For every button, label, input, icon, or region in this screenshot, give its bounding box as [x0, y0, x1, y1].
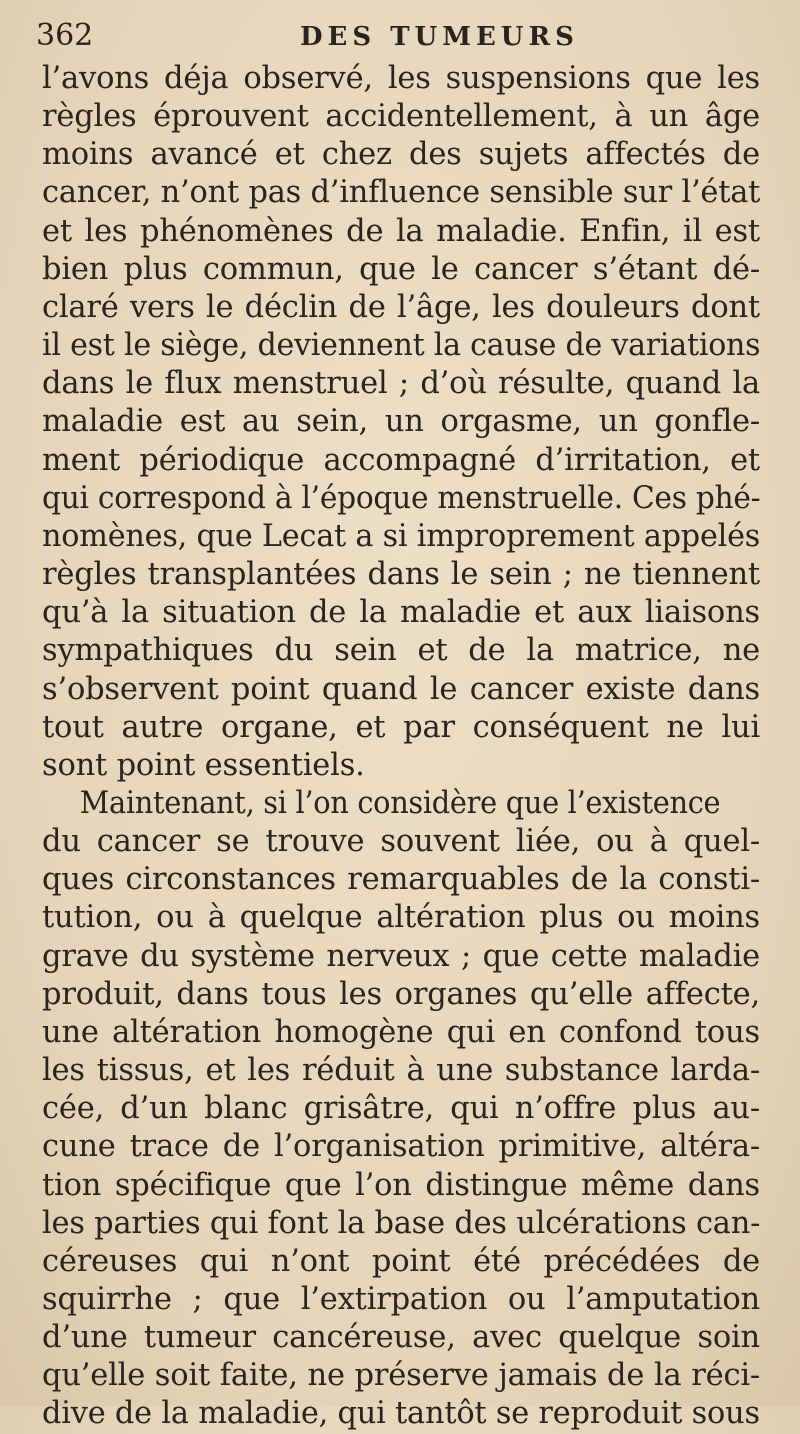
text-line: nomènes, que Lecat a si improprement appelés	[42, 518, 761, 554]
page-header	[36, 14, 756, 58]
paragraph-start: Maintenant, si l’on considère que l’existence	[79, 785, 721, 821]
text-line: ques circonstances remarquables de la consti-	[42, 862, 760, 898]
text-line: règles transplantées dans le sein ; ne tiennent	[42, 557, 760, 593]
text-line: s’observent point quand le cancer existe dans	[42, 671, 760, 707]
text-line: qu’à la situation de la maladie et aux liaisons	[42, 595, 760, 631]
text-line: les tissus, et les réduit à une substance larda-	[42, 1053, 760, 1089]
text-line: cune trace de l’organisation primitive, altéra-	[42, 1129, 760, 1165]
text-line: ment périodique accompagné d’irritation, et	[42, 442, 760, 478]
text-line: sympathiques du sein et de la matrice, ne	[42, 633, 760, 669]
text-line: l’avons déja observé, les suspensions que les	[42, 61, 760, 96]
running-title: DES TUMEURS	[300, 22, 579, 52]
text-line: du cancer se trouve souvent liée, ou à quel-	[42, 824, 760, 860]
text-line: céreuses qui n’ont point été précédées de	[42, 1243, 760, 1279]
text-line: tout autre organe, et par conséquent ne lui	[42, 709, 760, 745]
text-line: tution, ou à quelque altération plus ou moins	[42, 900, 760, 936]
text-line: dive de la maladie, qui tantôt se reproduit sous	[42, 1396, 760, 1432]
text-line: produit, dans tous les organes qu’elle affecte,	[42, 976, 760, 1012]
text-line: règles éprouvent accidentellement, à un âge	[42, 99, 760, 135]
text-line: les parties qui font la base des ulcérations can-	[42, 1205, 761, 1241]
text-line: moins avancé et chez des sujets affectés de	[42, 137, 760, 173]
text-line: cée, d’un blanc grisâtre, qui n’offre plus au-	[42, 1091, 760, 1127]
body-text	[42, 60, 760, 1434]
text-line: bien plus commun, que le cancer s’étant dé-	[42, 251, 760, 287]
text-line: sont point essentiels.	[42, 747, 365, 783]
text-line: une altération homogène qui en confond tous	[42, 1014, 760, 1050]
text-line: d’une tumeur cancéreuse, avec quelque soin	[42, 1320, 760, 1356]
text-line: squirrhe ; que l’extirpation ou l’amputation	[42, 1282, 760, 1317]
text-line: dans le flux menstruel ; d’où résulte, quand la	[42, 366, 760, 402]
text-line: cancer, n’ont pas d’influence sensible sur l’état	[42, 175, 761, 211]
text-line: tion spécifique que l’on distingue même dans	[42, 1167, 760, 1203]
text-line: maladie est au sein, un orgasme, un gonfle-	[42, 404, 760, 440]
text-line: grave du système nerveux ; que cette maladie	[42, 938, 760, 974]
text-line: qui correspond à l’époque menstruelle. Ces phé-	[42, 480, 761, 516]
page-number: 362	[36, 18, 94, 53]
text-line: qu’elle soit faite, ne préserve jamais de la réci-	[42, 1358, 760, 1394]
text-line: il est le siège, deviennent la cause de variations	[42, 328, 761, 364]
text-line: claré vers le déclin de l’âge, les douleurs dont	[42, 289, 760, 325]
text-line: et les phénomènes de la maladie. Enfin, il est	[42, 213, 760, 249]
